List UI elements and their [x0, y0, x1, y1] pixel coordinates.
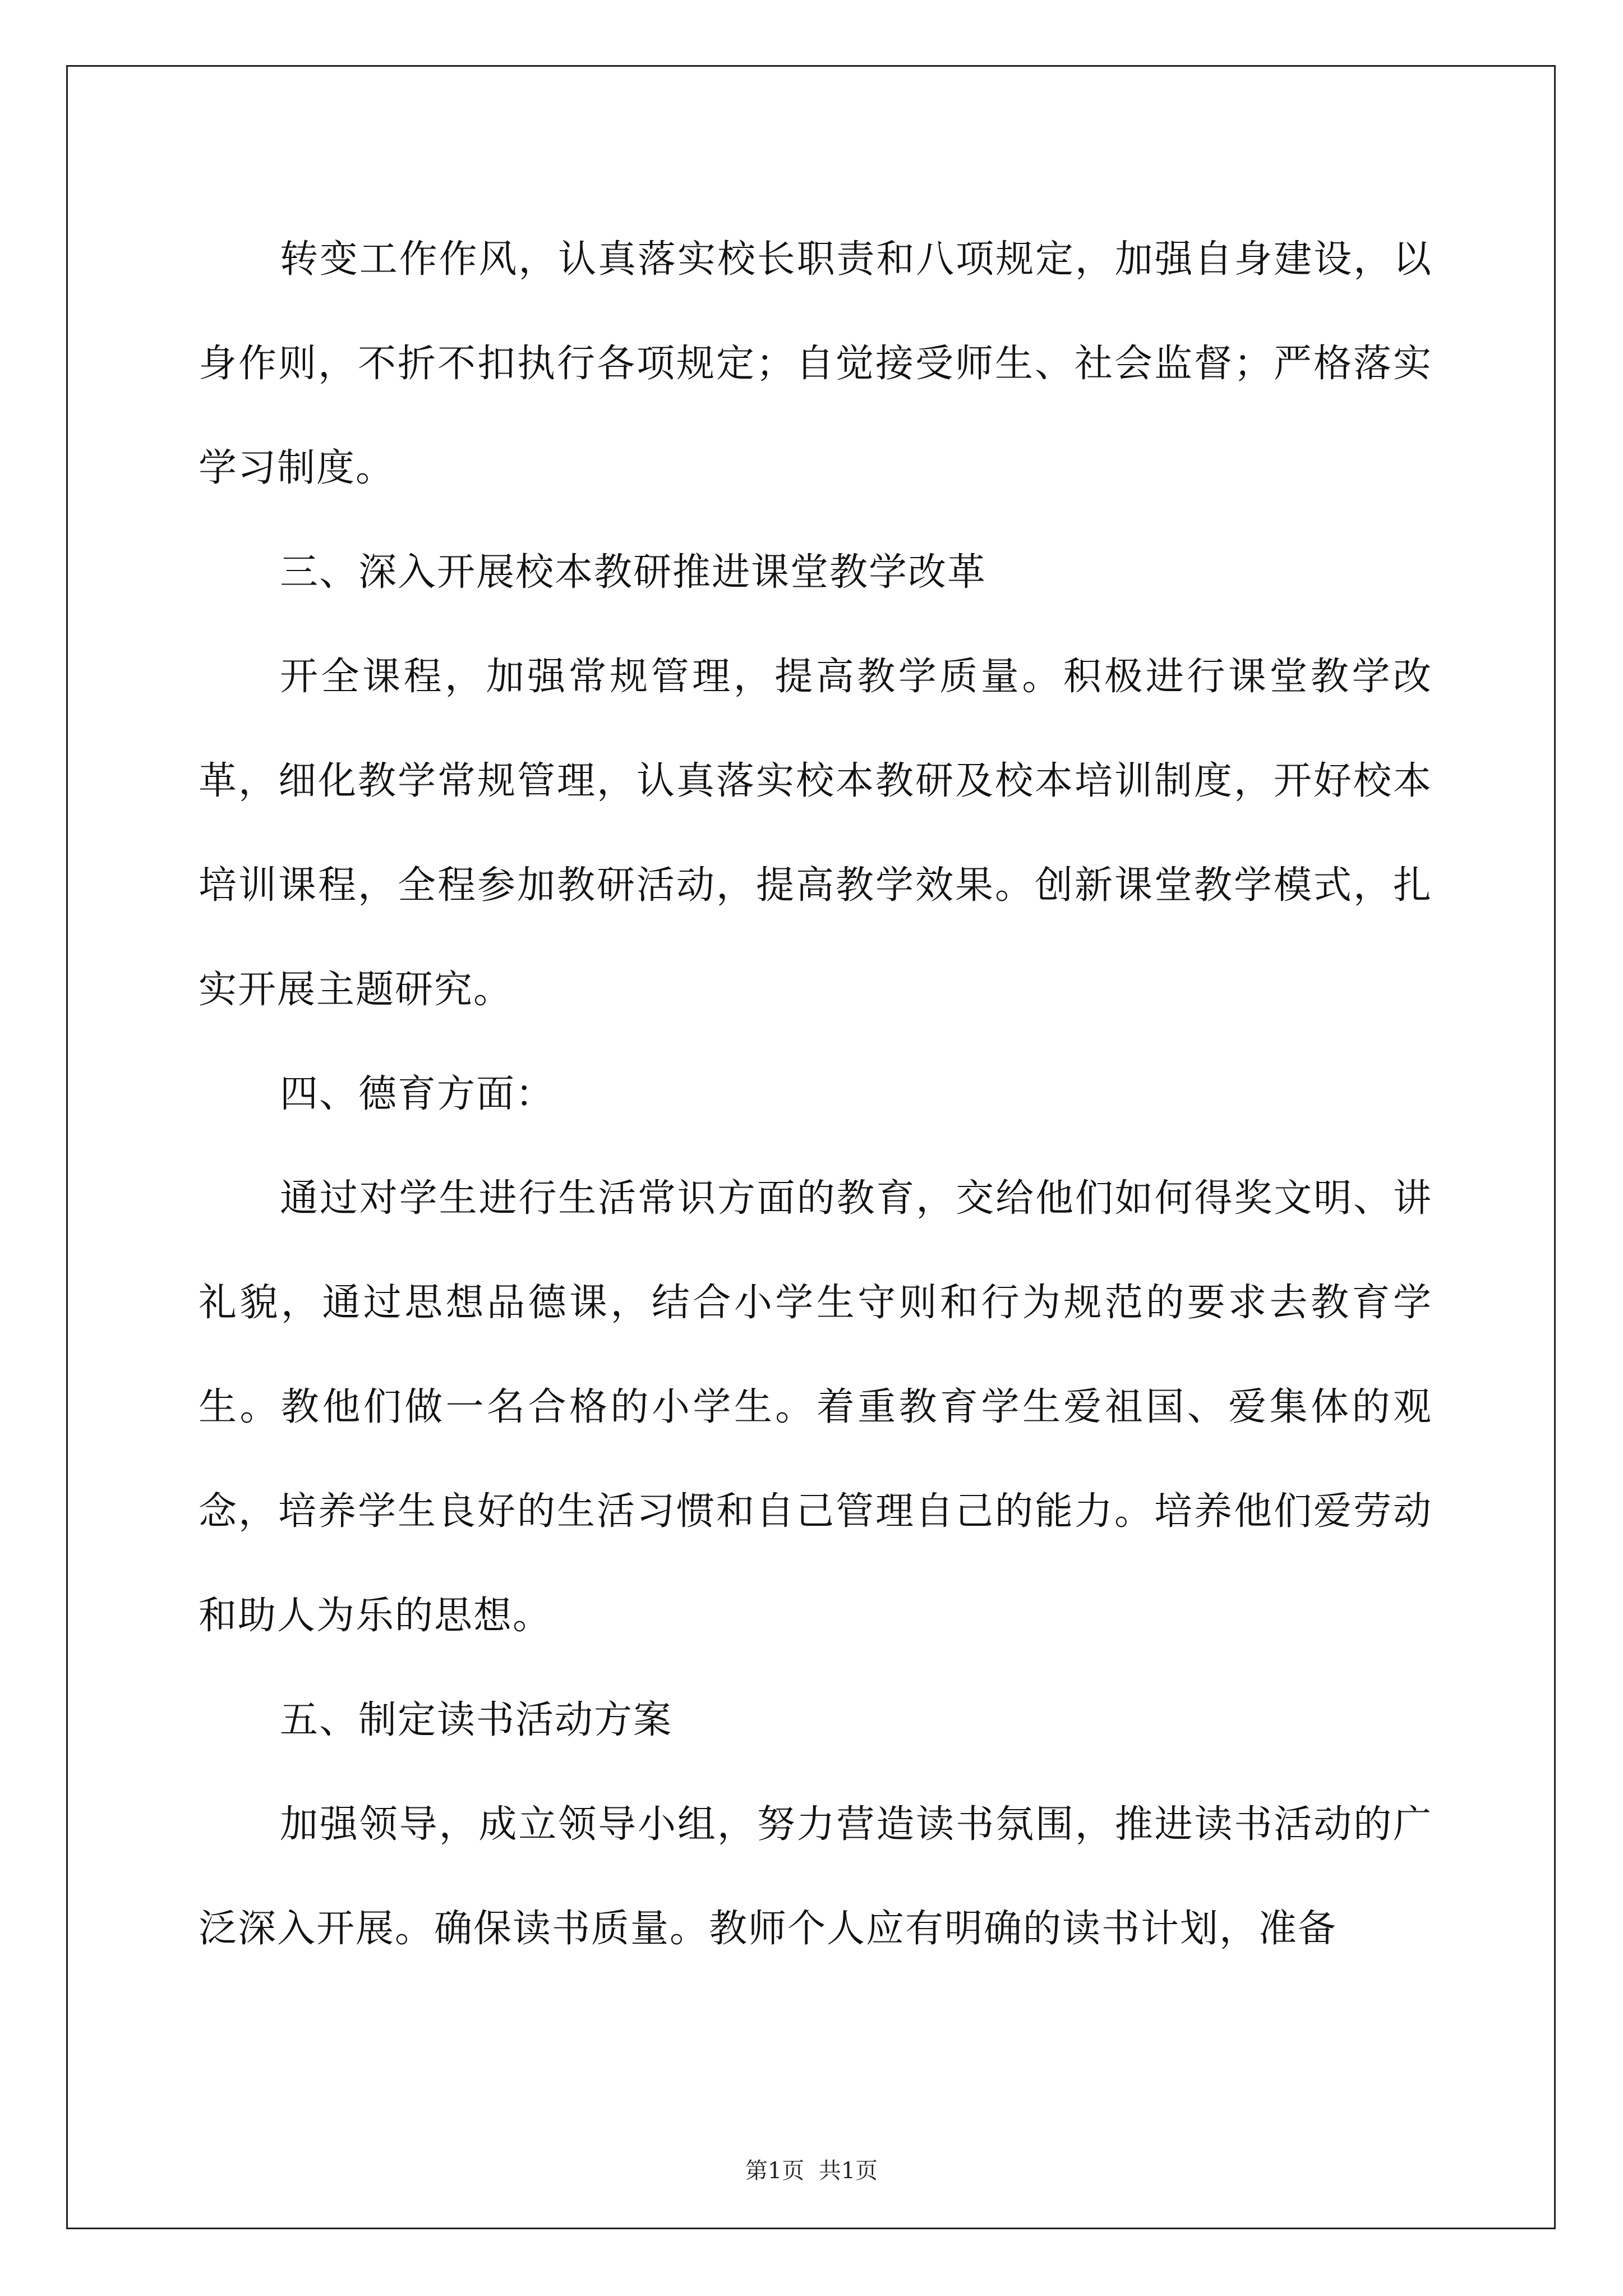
page-footer: 第1页 共1页 [745, 2158, 878, 2184]
paragraph: 加强领导，成立领导小组，努力营造读书氛围，推进读书活动的广泛深入开展。确保读书质量。教师个人应有明确的读书计划，准备 [199, 1802, 1432, 1951]
section-heading: 四、德育方面： [280, 1072, 555, 1116]
section-heading: 三、深入开展校本教研推进课堂教学改革 [280, 550, 987, 595]
document-body [199, 208, 1432, 1981]
paragraph: 通过对学生进行生活常识方面的教育，交给他们如何得奖文明、讲礼貌，通过思想品德课，结合小学生守则和行为规范的要求去教育学生。教他们做一名合格的小学生。着重教育学生爱祖国、爱集体的观念，培养学生良好的生活习惯和自己管理自己的能力。培养他们爱劳动和助人为乐的思想。 [199, 1176, 1432, 1638]
paragraph: 转变工作作风，认真落实校长职责和八项规定，加强自身建设，以身作则，不折不扣执行各项规定；自觉接受师生、社会监督；严格落实学习制度。 [199, 237, 1432, 490]
paragraph: 开全课程，加强常规管理，提高教学质量。积极进行课堂教学改革，细化教学常规管理，认真落实校本教研及校本培训制度，开好校本培训课程，全程参加教研活动，提高教学效果。创新课堂教学模式，扎实开展主题研究。 [199, 655, 1432, 1012]
section-heading: 五、制定读书活动方案 [280, 1698, 673, 1742]
